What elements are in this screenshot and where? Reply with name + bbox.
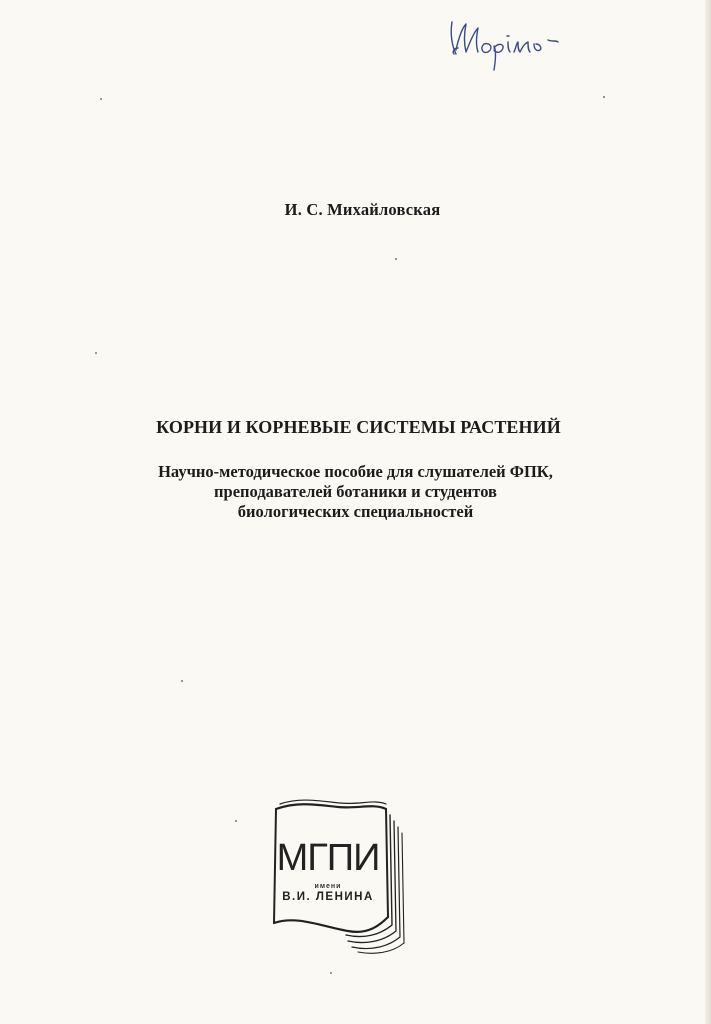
scan-speck bbox=[100, 98, 102, 100]
publisher-logo bbox=[268, 795, 413, 955]
handwritten-note bbox=[444, 14, 564, 79]
page-edge bbox=[705, 0, 711, 1024]
logo-text-small: имени bbox=[314, 883, 342, 890]
subtitle-line: Научно-методическое пособие для слушателей ФПК, bbox=[158, 462, 553, 481]
subtitle-line: биологических специальностей bbox=[237, 502, 474, 521]
scan-speck bbox=[181, 680, 183, 682]
subtitle-line: преподавателей ботаники и студентов bbox=[214, 482, 497, 501]
scan-speck bbox=[235, 820, 237, 822]
book-subtitle bbox=[80, 462, 631, 522]
scan-speck bbox=[330, 972, 332, 974]
author-name: И. С. Михайловская bbox=[284, 200, 441, 219]
scan-speck bbox=[395, 258, 397, 260]
scan-speck bbox=[95, 352, 97, 354]
logo-text-name: В.И. ЛЕНИНА bbox=[282, 891, 374, 903]
book-title: КОРНИ И КОРНЕВЫЕ СИСТЕМЫ РАСТЕНИЙ bbox=[156, 417, 561, 437]
logo-text-main: МГПИ bbox=[276, 837, 380, 879]
scan-speck bbox=[603, 96, 605, 98]
